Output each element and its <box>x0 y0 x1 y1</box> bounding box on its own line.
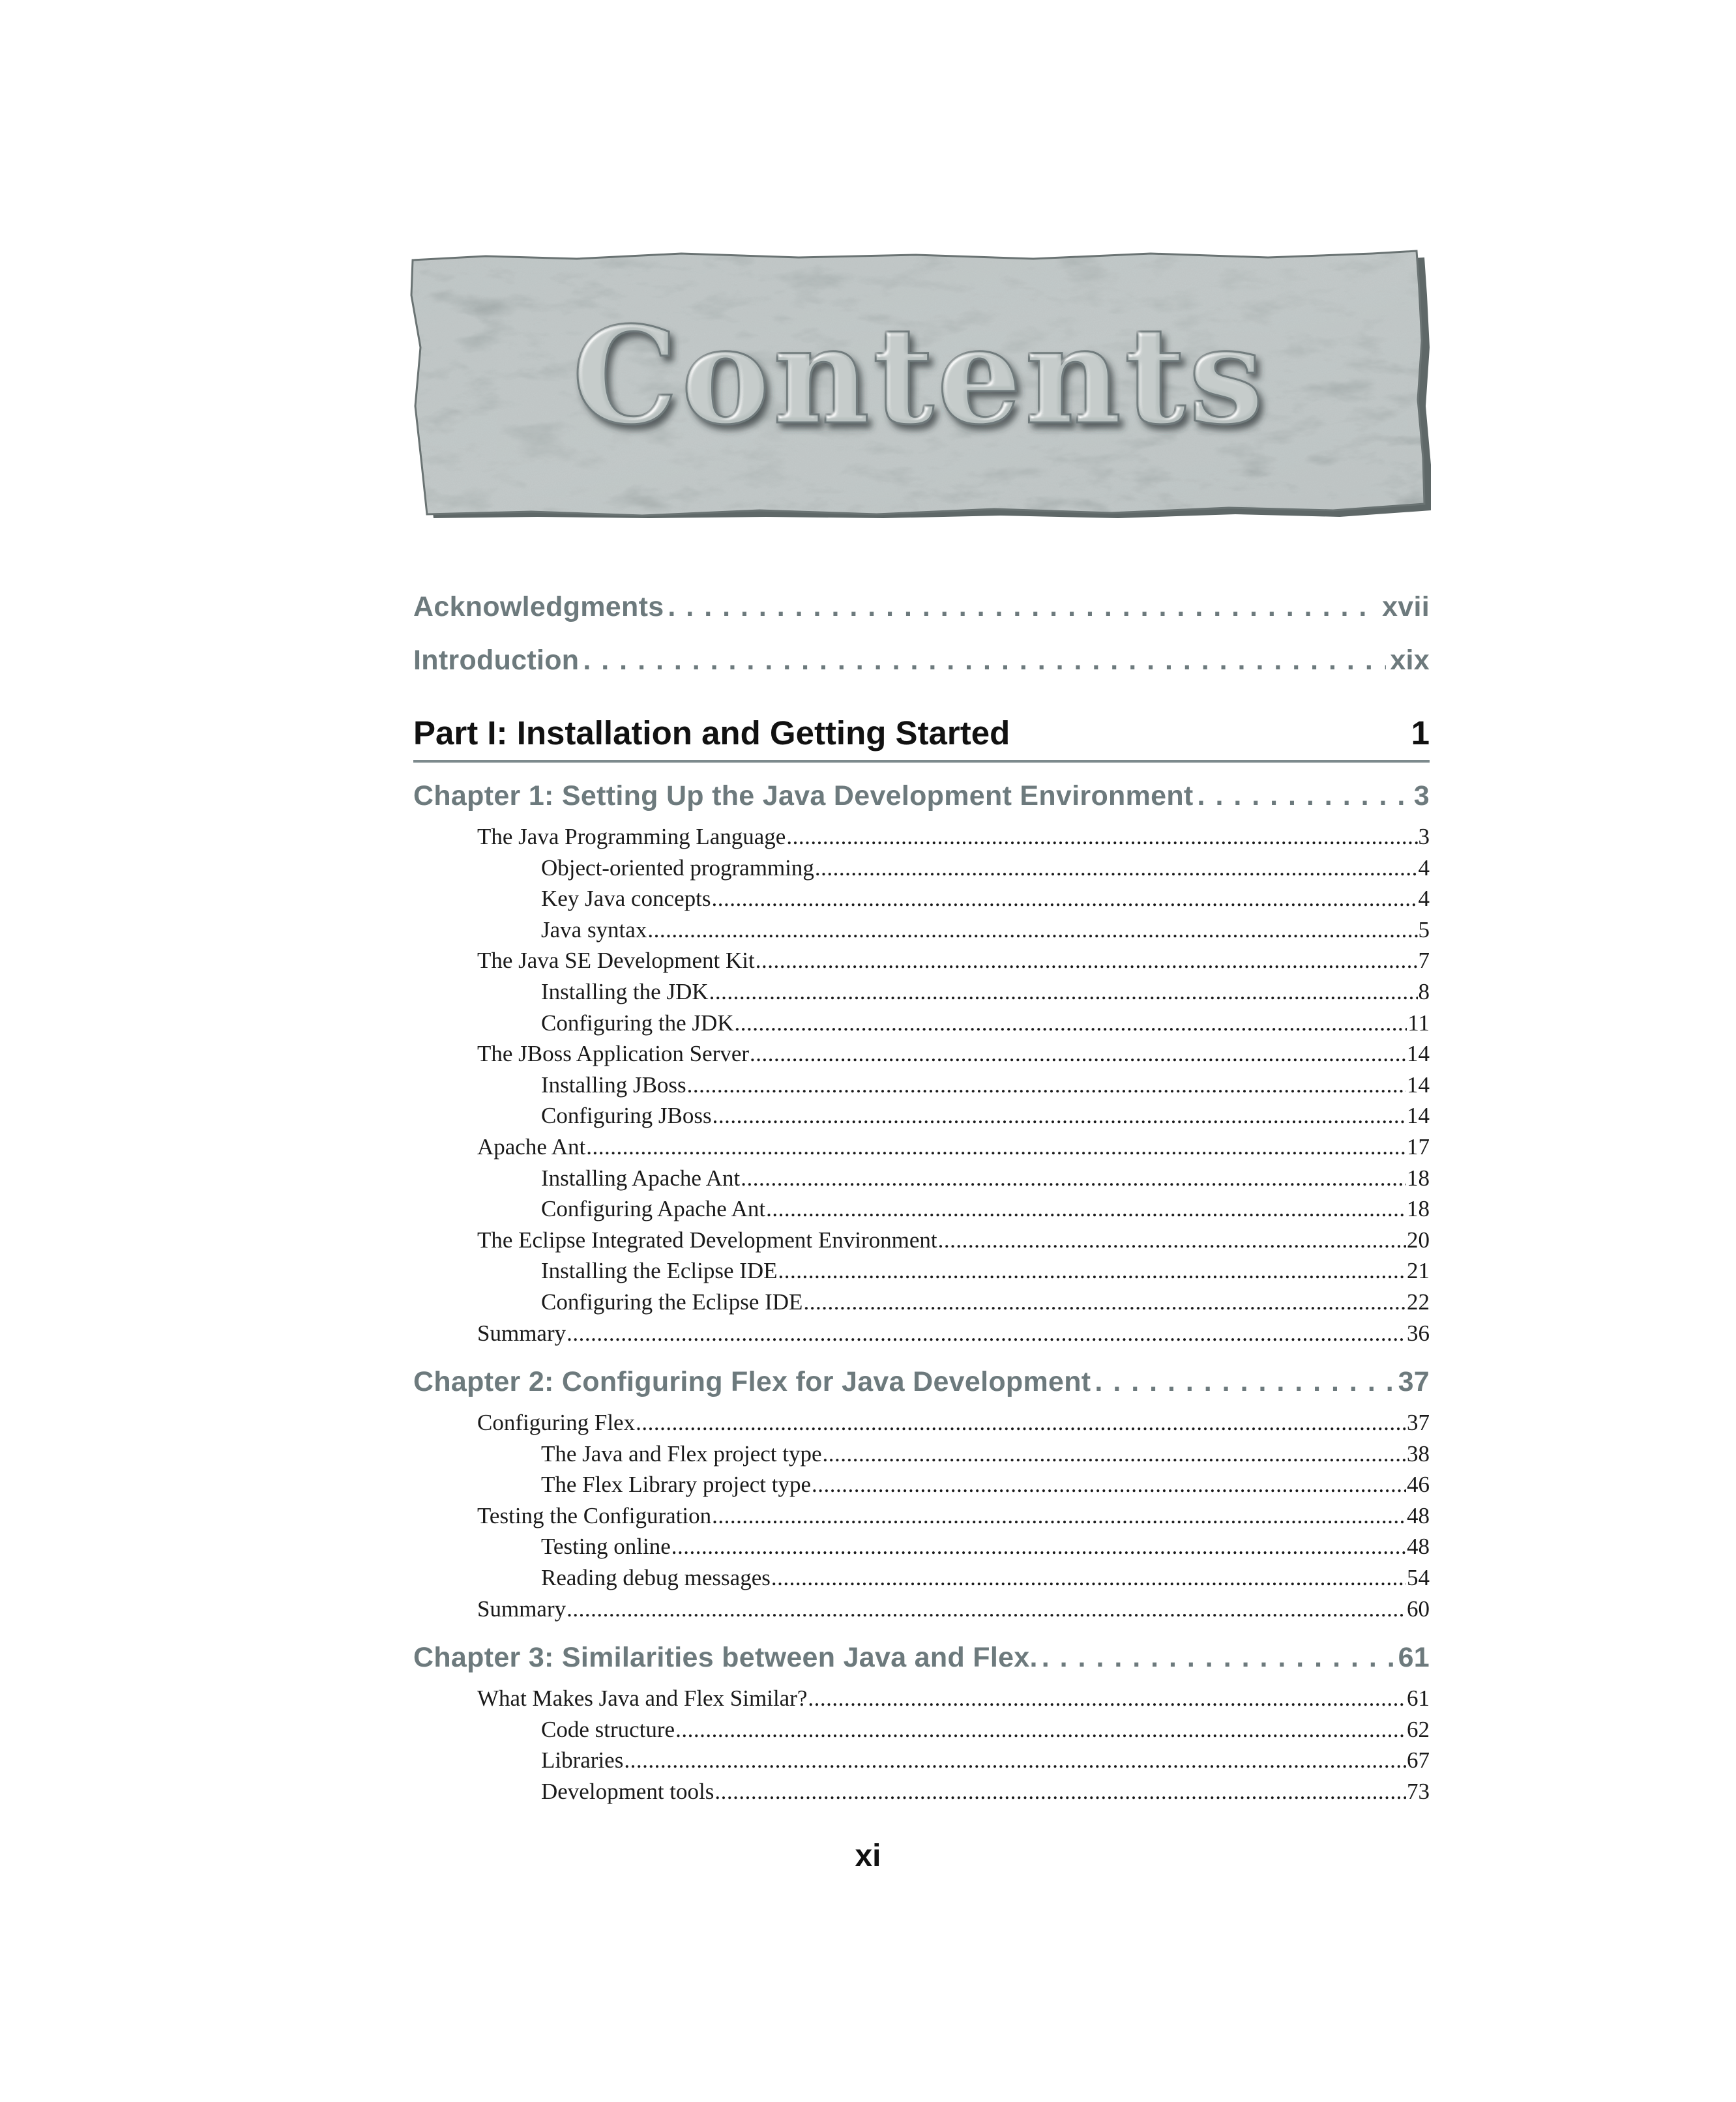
leader-dots <box>713 1100 1406 1131</box>
entry-page-number: 4 <box>1418 854 1430 881</box>
leader-dots <box>786 821 1417 853</box>
leader-dots <box>668 580 1378 634</box>
entry-page-number: 22 <box>1407 1289 1430 1315</box>
toc-entry[interactable] <box>413 1287 1430 1318</box>
entry-label: Configuring Apache Ant <box>541 1196 766 1222</box>
entry-label: Development tools <box>541 1779 714 1805</box>
toc-entry[interactable] <box>413 1038 1430 1070</box>
stone-banner-graphic <box>407 250 1431 518</box>
front-label: Acknowledgments <box>413 591 664 622</box>
leader-dots <box>808 1683 1406 1714</box>
entry-page-number: 36 <box>1407 1320 1430 1346</box>
toc-entry[interactable] <box>413 1714 1430 1745</box>
entry-label: The JBoss Application Server <box>477 1041 750 1067</box>
toc-entry[interactable] <box>413 1562 1430 1594</box>
leader-dots <box>647 914 1417 946</box>
table-of-contents <box>413 580 1430 1810</box>
entry-page-number: 4 <box>1418 886 1430 912</box>
leader-dots <box>803 1287 1406 1318</box>
entry-label: What Makes Java and Flex Similar? <box>477 1686 808 1712</box>
entry-label: Summary <box>477 1320 566 1346</box>
part-heading[interactable] <box>413 713 1430 763</box>
chapter-title: Chapter 2: Configuring Flex for Java Development <box>413 1366 1091 1398</box>
toc-entry[interactable] <box>413 1594 1430 1625</box>
entry-label: Configuring the Eclipse IDE <box>541 1289 803 1315</box>
entry-label: Apache Ant <box>477 1133 586 1160</box>
entry-label: Key Java concepts <box>541 886 711 912</box>
toc-entry[interactable] <box>413 821 1430 853</box>
leader-dots <box>566 1318 1406 1349</box>
leader-dots <box>566 1594 1406 1625</box>
chapter-title: Chapter 3: Similarities between Java and Flex. <box>413 1642 1038 1674</box>
leader-dots <box>583 634 1386 687</box>
entry-page-number: 67 <box>1407 1747 1430 1774</box>
leader-dots <box>586 1131 1406 1163</box>
entry-label: Java syntax <box>541 916 647 942</box>
entry-page-number: 7 <box>1418 948 1430 974</box>
banner-title: Contents <box>572 298 1267 454</box>
toc-entry[interactable] <box>413 1163 1430 1194</box>
entry-label: Libraries <box>541 1747 624 1774</box>
entry-page-number: 20 <box>1407 1227 1430 1253</box>
entry-page-number: 14 <box>1407 1041 1430 1067</box>
entry-label: The Java Programming Language <box>477 824 786 849</box>
entry-label: Configuring Flex <box>477 1410 636 1436</box>
entry-page-number: 48 <box>1407 1502 1430 1528</box>
leader-dots <box>756 945 1418 976</box>
entry-page-number: 61 <box>1407 1686 1430 1712</box>
toc-front-introduction[interactable] <box>413 634 1430 687</box>
leader-dots <box>778 1255 1406 1287</box>
toc-entry[interactable] <box>413 914 1430 946</box>
leader-dots <box>712 1500 1406 1532</box>
entry-label: Object-oriented programming <box>541 854 814 881</box>
entry-label: Installing Apache Ant <box>541 1165 741 1191</box>
leader-dots <box>1095 1360 1394 1403</box>
entry-page-number: 62 <box>1407 1716 1430 1742</box>
toc-chapter-3[interactable] <box>413 1636 1430 1679</box>
entry-page-number: 48 <box>1407 1534 1430 1560</box>
chapter-page-number: 61 <box>1398 1642 1430 1674</box>
entry-label: Summary <box>477 1596 566 1622</box>
entry-label: The Java SE Development Kit <box>477 948 755 974</box>
chapter-2-entries <box>413 1407 1430 1624</box>
leader-dots <box>771 1562 1406 1594</box>
entry-page-number: 14 <box>1407 1072 1430 1098</box>
toc-entry[interactable] <box>413 1407 1430 1438</box>
toc-entry[interactable] <box>413 976 1430 1008</box>
contents-banner <box>407 250 1431 518</box>
entry-page-number: 46 <box>1407 1472 1430 1498</box>
leader-dots <box>675 1714 1406 1745</box>
entry-page-number: 3 <box>1418 824 1430 849</box>
page-number-footer: xi <box>855 1839 881 1873</box>
toc-entry[interactable] <box>413 1683 1430 1714</box>
leader-dots <box>636 1407 1406 1438</box>
entry-page-number: 17 <box>1407 1133 1430 1160</box>
toc-entry[interactable] <box>413 1008 1430 1039</box>
part-title: Part I: Installation and Getting Started <box>413 714 1010 752</box>
toc-entry[interactable] <box>413 945 1430 976</box>
toc-chapter-1[interactable] <box>413 774 1430 817</box>
chapter-1-entries <box>413 821 1430 1349</box>
entry-label: Testing the Configuration <box>477 1502 712 1528</box>
front-label: Introduction <box>413 645 580 676</box>
toc-chapter-2[interactable] <box>413 1360 1430 1403</box>
entry-page-number: 38 <box>1407 1440 1430 1467</box>
front-page-number: xix <box>1390 645 1430 676</box>
chapter-page-number: 37 <box>1398 1366 1430 1398</box>
leader-dots <box>671 1531 1406 1562</box>
toc-entry[interactable] <box>413 1745 1430 1776</box>
entry-page-number: 54 <box>1407 1565 1430 1591</box>
entry-label: The Eclipse Integrated Development Environment <box>477 1227 937 1253</box>
leader-dots <box>938 1225 1406 1256</box>
chapter-3-entries <box>413 1683 1430 1807</box>
entry-page-number: 5 <box>1418 916 1430 942</box>
entry-label: The Java and Flex project type <box>541 1440 822 1467</box>
leader-dots <box>766 1193 1406 1225</box>
part-page-number: 1 <box>1411 714 1430 752</box>
entry-label: Reading debug messages <box>541 1565 771 1591</box>
leader-dots <box>741 1163 1406 1194</box>
toc-entry[interactable] <box>413 883 1430 914</box>
leader-dots <box>815 853 1418 884</box>
entry-label: The Flex Library project type <box>541 1472 812 1498</box>
toc-entry[interactable] <box>413 1255 1430 1287</box>
toc-entry[interactable] <box>413 1500 1430 1532</box>
entry-label: Installing JBoss <box>541 1072 686 1098</box>
toc-entry[interactable] <box>413 853 1430 884</box>
entry-label: Testing online <box>541 1534 671 1560</box>
entry-page-number: 37 <box>1407 1410 1430 1436</box>
entry-page-number: 18 <box>1407 1165 1430 1191</box>
toc-front-acknowledgments[interactable] <box>413 580 1430 634</box>
entry-label: Configuring JBoss <box>541 1103 712 1129</box>
toc-entry[interactable] <box>413 1776 1430 1807</box>
leader-dots <box>735 1008 1407 1039</box>
entry-label: Code structure <box>541 1716 675 1742</box>
entry-label: Installing the Eclipse IDE <box>541 1258 778 1284</box>
toc-entry[interactable] <box>413 1318 1430 1349</box>
leader-dots <box>1198 774 1410 817</box>
entry-page-number: 60 <box>1407 1596 1430 1622</box>
leader-dots <box>812 1469 1406 1500</box>
leader-dots <box>709 976 1418 1008</box>
toc-entry[interactable] <box>413 1100 1430 1131</box>
toc-entry[interactable] <box>413 1438 1430 1470</box>
toc-entry[interactable] <box>413 1225 1430 1256</box>
leader-dots <box>1042 1636 1394 1679</box>
entry-page-number: 11 <box>1407 1010 1430 1036</box>
toc-entry[interactable] <box>413 1070 1430 1101</box>
toc-entry[interactable] <box>413 1469 1430 1500</box>
entry-page-number: 18 <box>1407 1196 1430 1222</box>
chapter-page-number: 3 <box>1413 780 1430 811</box>
leader-dots <box>714 1776 1406 1807</box>
entry-page-number: 14 <box>1407 1103 1430 1129</box>
front-page-number: xvii <box>1382 591 1430 622</box>
leader-dots <box>687 1070 1406 1101</box>
toc-entry[interactable] <box>413 1131 1430 1163</box>
leader-dots <box>711 883 1417 914</box>
entry-page-number: 21 <box>1407 1258 1430 1284</box>
chapter-title: Chapter 1: Setting Up the Java Development Environment <box>413 780 1194 811</box>
entry-label: Configuring the JDK <box>541 1010 734 1036</box>
leader-dots <box>624 1745 1406 1776</box>
toc-entry[interactable] <box>413 1531 1430 1562</box>
entry-label: Installing the JDK <box>541 978 709 1004</box>
toc-entry[interactable] <box>413 1193 1430 1225</box>
leader-dots <box>750 1038 1406 1070</box>
entry-page-number: 73 <box>1407 1779 1430 1805</box>
entry-page-number: 8 <box>1418 978 1430 1004</box>
leader-dots <box>823 1438 1406 1470</box>
